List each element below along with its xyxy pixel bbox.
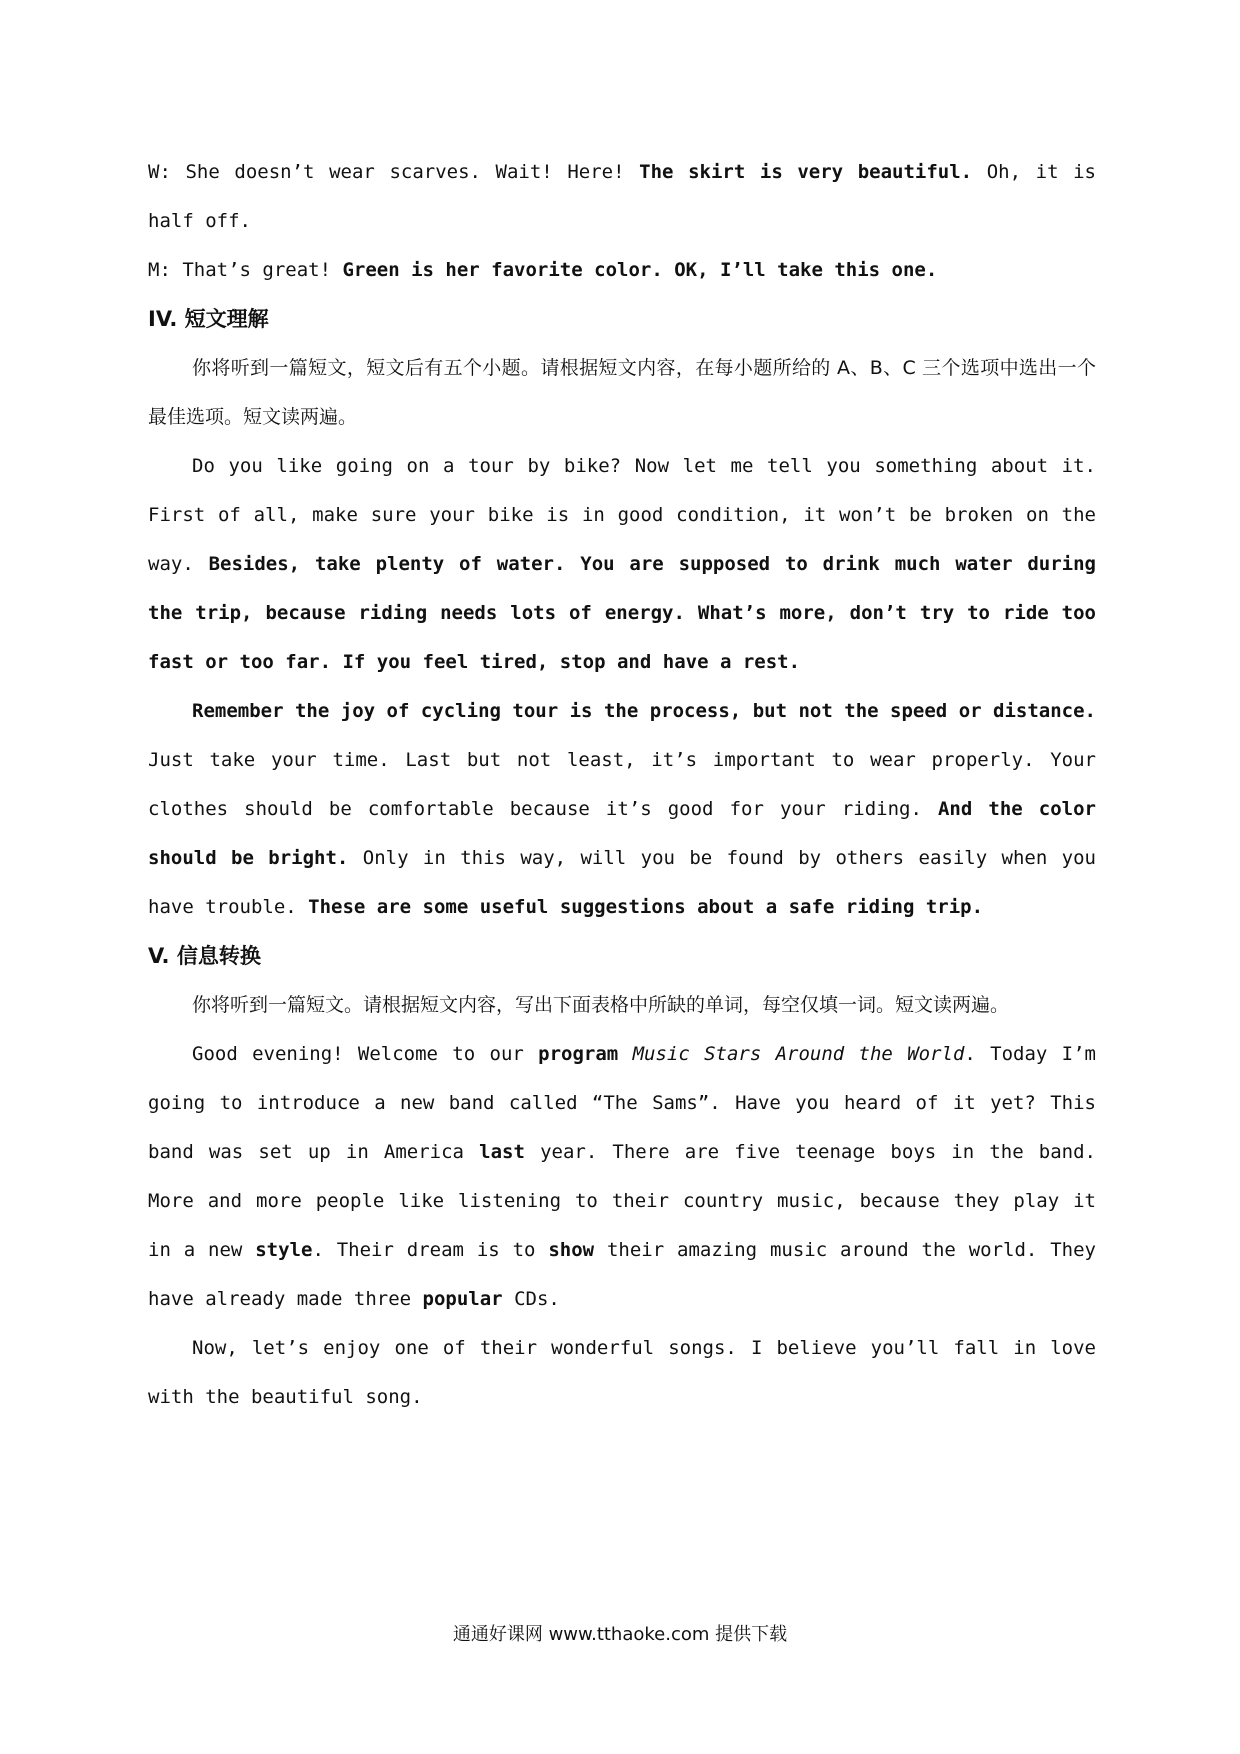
text-span: . Today I’m going to introduce a new band called “The Sams”. Have you heard of it yet? This band was set up in America [148, 1043, 1096, 1163]
text-span: W: She doesn’t wear scarves. Wait! Here! [148, 161, 640, 183]
bold-text: style [255, 1239, 313, 1261]
dialogue-w-line [148, 148, 1096, 246]
dialogue-m-line [148, 246, 1096, 295]
text-span: Good evening! Welcome to our [192, 1043, 539, 1065]
bold-text: The skirt is very beautiful. [639, 161, 973, 183]
bold-text: popular [422, 1288, 503, 1310]
section-5-paragraph-2: Now, let’s enjoy one of their wonderful songs. I believe you’ll fall in love with the beautiful song. [148, 1337, 1096, 1408]
section-4-paragraph-1 [148, 442, 1096, 687]
bold-text: Besides, take plenty of water. You are supposed to drink much water during the trip, because riding needs lots of energy. What’s more, don’t try to ride too fast or too far. If you feel tired, stop and have a rest. [148, 553, 1096, 673]
section-5-instruction: 你将听到一篇短文。请根据短文内容，写出下面表格中所缺的单词，每空仅填一词。短文读两遍。 [192, 994, 1010, 1016]
bold-text: And the color should be bright. [148, 798, 1096, 869]
section-5-heading: V. 信息转换 [148, 944, 261, 968]
bold-text: These are some useful suggestions about a safe riding trip. [308, 896, 984, 918]
section-4-paragraph-2 [148, 687, 1096, 932]
text-span [618, 1043, 632, 1065]
text-span: year. There are five teenage boys in the band. More and more people like listening to their country music, because they play it in a new [148, 1141, 1096, 1261]
section-5-paragraph-1 [148, 1030, 1096, 1324]
text-span: Do you like going on a tour by bike? Now let me tell you something about it. First of all, make sure your bike is in good condition, it won’t be broken on the way. [148, 455, 1096, 575]
bold-text: Remember the joy of cycling tour is the process, but not the speed or distance. [192, 700, 1096, 722]
bold-text: Green is her favorite color. OK, I’ll take this one. [342, 259, 938, 281]
text-span: Only in this way, will you be found by others easily when you have trouble. [148, 847, 1096, 918]
text-span: Oh, it is half off. [148, 161, 1096, 232]
italic-program-title: Music Stars Around the World [632, 1043, 965, 1065]
text-span: their amazing music around the world. They have already made three [148, 1239, 1096, 1310]
text-span: . Their dream is to [312, 1239, 549, 1261]
section-4-heading: IV. 短文理解 [148, 307, 269, 331]
page-content [148, 148, 1096, 1422]
bold-text: program [538, 1043, 619, 1065]
text-span: Just take your time. Last but not least, it’s important to wear properly. Your clothes should be comfortable because it’s good for your riding. [148, 749, 1096, 820]
bold-text: show [548, 1239, 595, 1261]
bold-text: last [479, 1141, 525, 1163]
text-span: M: That’s great! [148, 259, 343, 281]
footer-credit: 通通好课网 www.tthaoke.com 提供下载 [452, 1624, 788, 1645]
section-4-instruction: 你将听到一篇短文，短文后有五个小题。请根据短文内容，在每小题所给的 A、B、C 三个选项中选出一个最佳选项。短文读两遍。 [148, 357, 1096, 428]
text-span: CDs. [502, 1288, 560, 1310]
